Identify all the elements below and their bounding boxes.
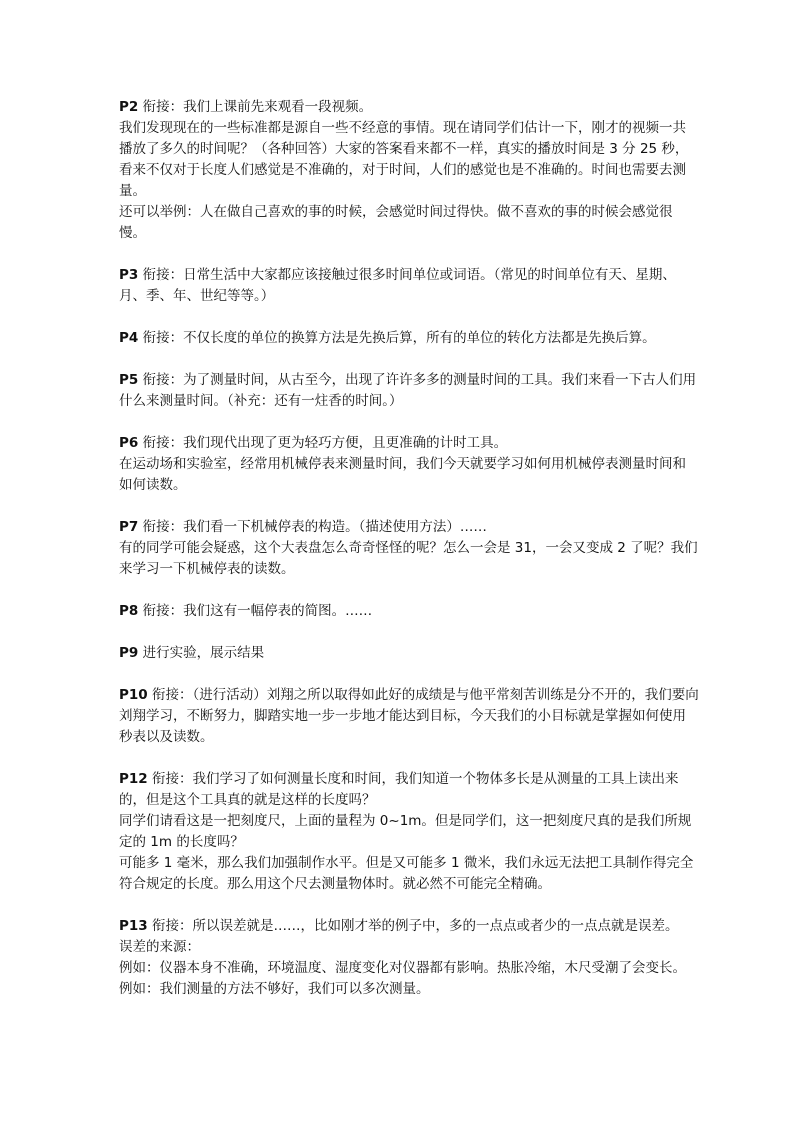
paragraph: 我们发现现在的一些标准都是源自一些不经意的事情。现在请同学们估计一下，刚才的视频一共播放了多久的时间呢？（各种回答）大家的答案看来都不一样，真实的播放时间是 3 分 25 秒，看来不仅对于长度人们感觉是不准确的，对于时间，人们的感觉也是不准确的。时间也需要去测量。 xyxy=(119,120,689,199)
paragraph-text: 衔接：日常生活中大家都应该接触过很多时间单位或词语。（常见的时间单位有天、星期、月、季、年、世纪等等。） xyxy=(119,267,676,304)
paragraph xyxy=(119,97,699,118)
section-p8 xyxy=(119,601,699,622)
section-label: P8 xyxy=(119,603,139,619)
paragraph xyxy=(119,433,699,454)
paragraph-text: 衔接：我们现代出现了更为轻巧方便，且更准确的计时工具。 xyxy=(138,435,508,451)
section-label: P7 xyxy=(119,519,139,535)
paragraph: 例如：我们测量的方法不够好，我们可以多次测量。 xyxy=(119,981,430,997)
section-p6 xyxy=(119,433,699,496)
section-label: P9 xyxy=(119,645,139,661)
paragraph-text: 衔接：我们看一下机械停表的构造。（描述使用方法）…… xyxy=(138,519,487,535)
paragraph xyxy=(119,370,699,412)
paragraph: 误差的来源： xyxy=(119,939,200,955)
section-label: P12 xyxy=(119,771,148,787)
paragraph-text: 衔接：（进行活动）刘翔之所以取得如此好的成绩是与他平常刻苦训练是分不开的，我们要向刘翔学习，不断努力，脚踏实地一步一步地才能达到目标，今天我们的小目标就是掌握如何使用秒表以及读数。 xyxy=(119,687,699,745)
paragraph: 有的同学可能会疑惑，这个大表盘怎么奇奇怪怪的呢？怎么一会是 31，一会又变成 2 了呢？我们来学习一下机械停表的读数。 xyxy=(119,540,698,577)
paragraph-text: 衔接：不仅长度的单位的换算方法是先换后算，所有的单位的转化方法都是先换后算。 xyxy=(138,330,656,346)
section-p13 xyxy=(119,916,699,1000)
paragraph-text: 衔接：我们这有一幅停表的简图。…… xyxy=(138,603,373,619)
section-p2 xyxy=(119,97,699,244)
section-label: P2 xyxy=(119,99,139,115)
section-p7 xyxy=(119,517,699,580)
paragraph: 例如：仪器本身不准确，环境温度、湿度变化对仪器都有影响。热胀冷缩，木尺受潮了会变长。 xyxy=(119,960,686,976)
paragraph xyxy=(119,517,699,538)
paragraph xyxy=(119,769,699,811)
paragraph: 在运动场和实验室，经常用机械停表来测量时间，我们今天就要学习如何用机械停表测量时间和如何读数。 xyxy=(119,456,686,493)
paragraph: 同学们请看这是一把刻度尺，上面的量程为 0~1m。但是同学们，这一把刻度尺真的是我们所规定的 1m 的长度吗？ xyxy=(119,813,692,850)
document-body xyxy=(119,97,699,1021)
section-label: P4 xyxy=(119,330,139,346)
section-label: P5 xyxy=(119,372,139,388)
section-p4 xyxy=(119,328,699,349)
section-label: P3 xyxy=(119,267,139,283)
paragraph xyxy=(119,916,699,937)
paragraph-text: 衔接：我们上课前先来观看一段视频。 xyxy=(138,99,373,115)
section-p3 xyxy=(119,265,699,307)
section-p12 xyxy=(119,769,699,895)
paragraph xyxy=(119,328,699,349)
paragraph: 还可以举例：人在做自己喜欢的事的时候，会感觉时间过得快。做不喜欢的事的时候会感觉很慢。 xyxy=(119,204,673,241)
paragraph-text: 衔接：为了测量时间，从古至今，出现了许许多多的测量时间的工具。我们来看一下古人们用什么来测量时间。（补充：还有一炷香的时间。） xyxy=(119,372,697,409)
section-label: P6 xyxy=(119,435,139,451)
paragraph-text: 衔接：所以误差就是……，比如刚才举的例子中，多的一点点或者少的一点点就是误差。 xyxy=(147,918,679,934)
paragraph xyxy=(119,685,699,748)
section-p10 xyxy=(119,685,699,748)
section-label: P13 xyxy=(119,918,148,934)
paragraph-text: 衔接：我们学习了如何测量长度和时间，我们知道一个物体多长是从测量的工具上读出来的，但是这个工具真的就是这样的长度吗？ xyxy=(119,771,679,808)
paragraph: 可能多 1 毫米，那么我们加强制作水平。但是又可能多 1 微米，我们永远无法把工具制作得完全符合规定的长度。那么用这个尺去测量物体时。就必然不可能完全精确。 xyxy=(119,855,694,892)
paragraph xyxy=(119,643,699,664)
section-p5 xyxy=(119,370,699,412)
paragraph xyxy=(119,265,699,307)
paragraph xyxy=(119,601,699,622)
paragraph-text: 进行实验，展示结果 xyxy=(138,645,265,661)
section-label: P10 xyxy=(119,687,148,703)
section-p9 xyxy=(119,643,699,664)
